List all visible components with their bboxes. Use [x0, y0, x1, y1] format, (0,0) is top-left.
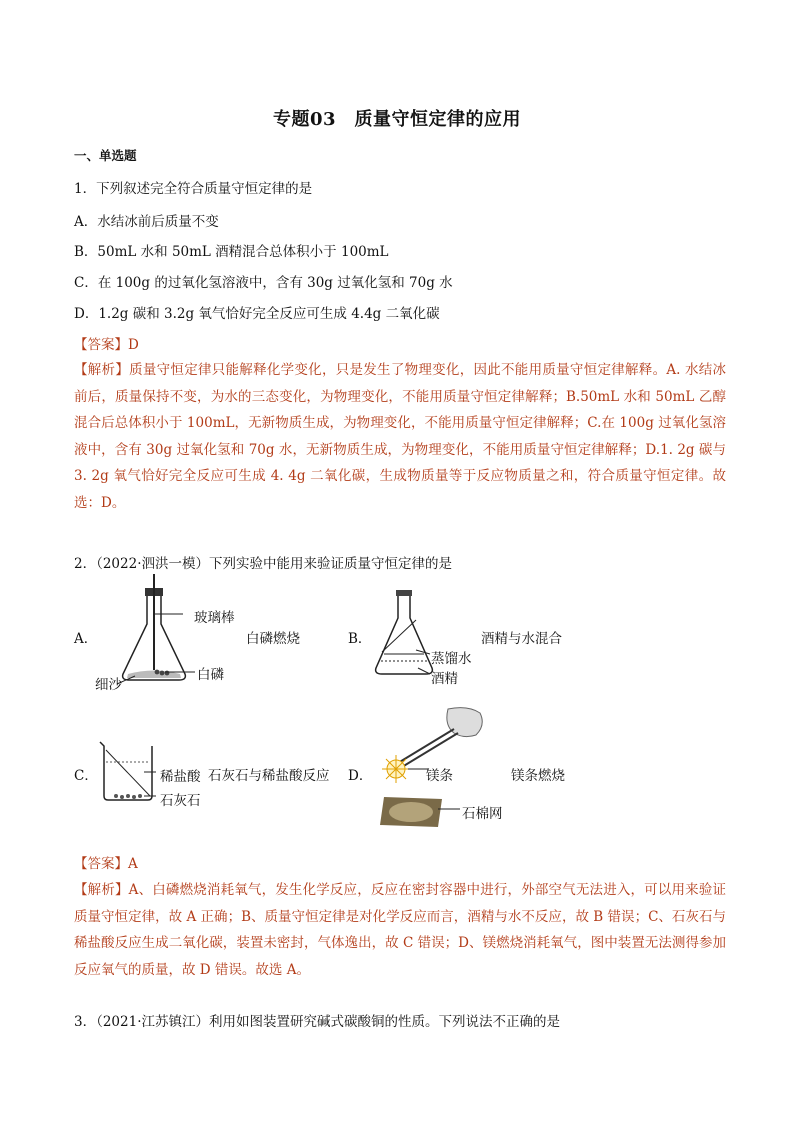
- section-heading: 一、单选题: [74, 148, 137, 163]
- answer-tag: 【答案】: [74, 856, 128, 872]
- analysis-tag: 【解析】: [74, 362, 130, 378]
- label-sand: 细沙: [95, 677, 122, 693]
- answer-value: D: [128, 337, 139, 353]
- q2-option-b-caption: 酒精与水混合: [481, 631, 562, 647]
- label-white-phosphorus: 白磷: [197, 667, 224, 683]
- label-magnesium-strip: 镁条: [426, 768, 453, 784]
- analysis-tag: 【解析】: [74, 882, 129, 898]
- q1-option-a: A．水结冰前后质量不变: [74, 214, 219, 230]
- q2-stem: 2．（2022·泗洪一模）下列实验中能用来验证质量守恒定律的是: [74, 556, 452, 572]
- q2-option-c-caption: 石灰石与稀盐酸反应: [208, 768, 330, 784]
- answer-tag: 【答案】: [74, 337, 128, 353]
- q1-answer: [74, 333, 139, 353]
- q2-option-a-caption: 白磷燃烧: [246, 631, 300, 647]
- label-limestone: 石灰石: [160, 793, 201, 809]
- analysis-text: 质量守恒定律只能解释化学变化，只是发生了物理变化，因此不能用质量守恒定律解释。A. 水结冰前后，质量保持不变，为水的三态变化，为物理变化，不能用质量守恒定律解释；B.50mL 水和 50mL 乙醇混合后总体积小于 100mL，无新物质生成，为物理变化，不能用质量守恒定律解释；C.在 100g 过氧化氢溶液中，含有 30g 过氧化氢和 70g 水，无新物质生成，为物理变化，不能用质量守恒定律解释；D.1. 2g 碳与 3. 2g 氧气恰好完全反应可生成 4. 4g 二氧化碳，生成物质量等于反应物质量之和，符合质量守恒定律。故选：D。: [74, 362, 726, 511]
- q1-stem: 1．下列叙述完全符合质量守恒定律的是: [74, 181, 313, 197]
- q2-analysis: [74, 877, 726, 983]
- beaker-limestone-diagram: [96, 738, 166, 808]
- flask-alcohol-water-diagram: [368, 590, 488, 690]
- q2-answer: [74, 852, 138, 872]
- q2-option-c-label: C．: [74, 768, 98, 784]
- q2-option-d-label: D．: [348, 768, 373, 784]
- q1-option-b: B．50mL 水和 50mL 酒精混合总体积小于 100mL: [74, 244, 389, 260]
- label-distilled-water: 蒸馏水: [431, 651, 472, 667]
- q1-option-d: D．1.2g 碳和 3.2g 氧气恰好完全反应可生成 4.4g 二氧化碳: [74, 306, 440, 322]
- answer-value: A: [128, 856, 138, 872]
- q2-option-d-caption: 镁条燃烧: [511, 768, 565, 784]
- q1-analysis: [74, 357, 726, 517]
- label-dilute-hcl: 稀盐酸: [160, 769, 201, 785]
- analysis-text: A、白磷燃烧消耗氧气，发生化学反应，反应在密封容器中进行，外部空气无法进入，可以用来验证质量守恒定律，故 A 正确；B、质量守恒定律是对化学反应而言，酒精与水不反应，故 B 错误；C、石灰石与稀盐酸反应生成二氧化碳，装置未密封，气体逸出，故 C 错误；D、镁燃烧消耗氧气，图中装置无法测得参加反应氧气的质量，故 D 错误。故选 A。: [74, 882, 727, 978]
- label-asbestos-net: 石棉网: [462, 806, 503, 822]
- label-glass-rod: 玻璃棒: [194, 610, 235, 626]
- q3-stem: 3．（2021·江苏镇江）利用如图装置研究碱式碳酸铜的性质。下列说法不正确的是: [74, 1014, 560, 1030]
- q2-option-b-label: B．: [348, 631, 372, 647]
- q2-option-a-label: A．: [74, 631, 98, 647]
- label-alcohol: 酒精: [431, 671, 458, 687]
- page-title: 专题03 质量守恒定律的应用: [272, 109, 522, 130]
- q1-option-c: C．在 100g 的过氧化氢溶液中，含有 30g 过氧化氢和 70g 水: [74, 275, 453, 291]
